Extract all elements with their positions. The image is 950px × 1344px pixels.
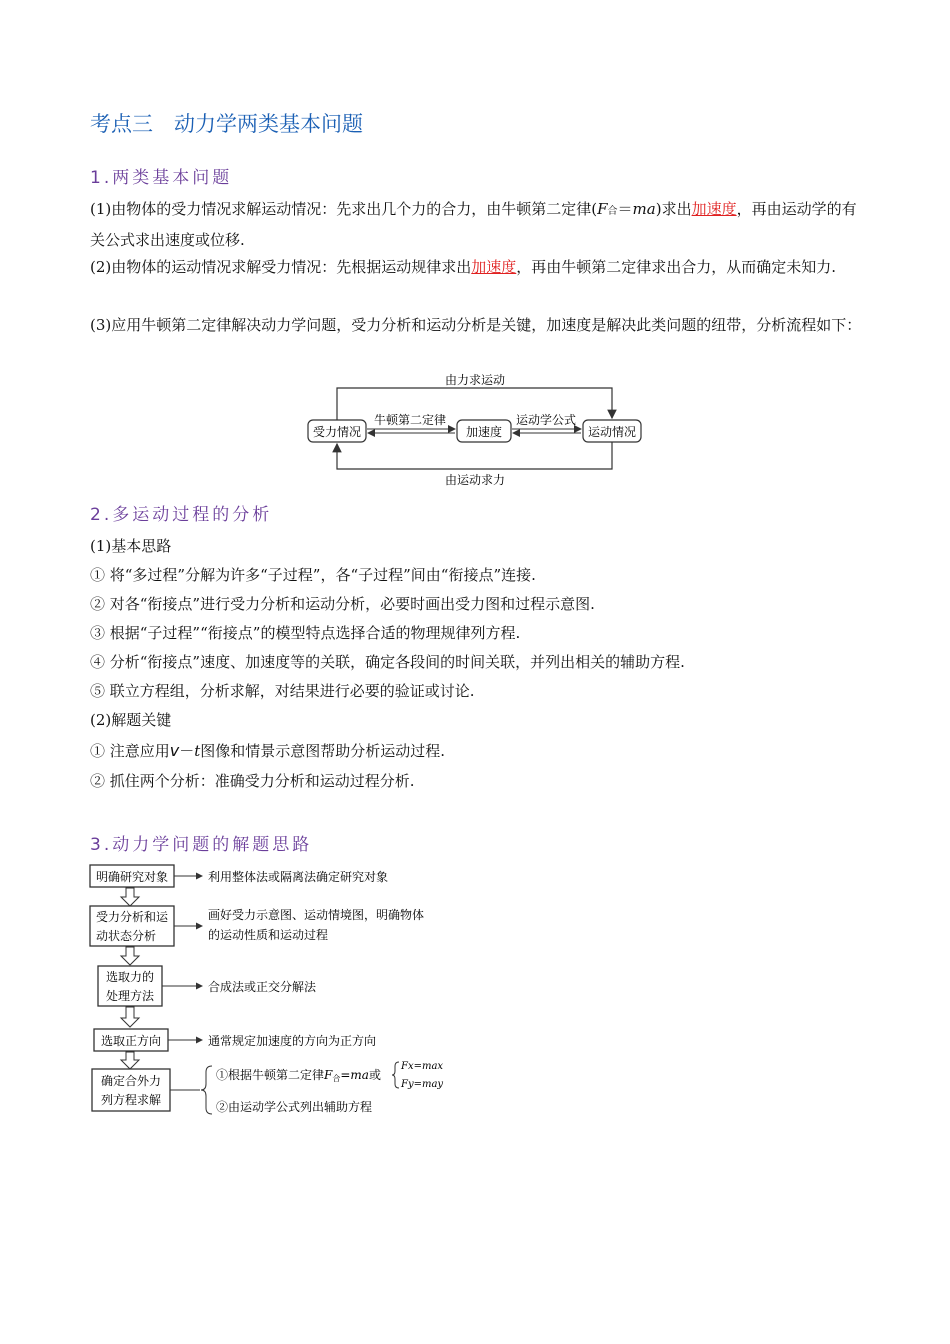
p1-ma: ma xyxy=(632,200,656,218)
step-box-3-line2: 处理方法 xyxy=(105,989,155,1003)
step-box-5-line1: 确定合外力 xyxy=(100,1074,162,1088)
component-brace xyxy=(392,1062,399,1088)
sec2-item-5: ⑤ 联立方程组，分析求解，对结果进行必要的验证或讨论. xyxy=(90,682,475,700)
flow-box-motion-label: 运动情况 xyxy=(587,425,637,439)
down-arrow-2 xyxy=(121,947,139,965)
section-heading-2: 2.多运动过程的分析 xyxy=(90,505,273,525)
flow-arrow1-label: 牛顿第二定律 xyxy=(373,413,447,427)
final-1-F: F xyxy=(324,1068,333,1082)
p2-text-b: ，再由牛顿第二定律求出合力，从而确定未知力. xyxy=(516,258,837,276)
flow-bottom-label: 由运动求力 xyxy=(444,473,506,487)
p1-text-a: (1)由物体的受力情况求解运动情况：先求出几个力的合力，由牛顿第二定律( xyxy=(90,200,598,218)
final-line-1 xyxy=(216,1067,381,1083)
sec2-item-2: ② 对各“衔接点”进行受力分析和运动分析，必要时画出受力图和过程示意图. xyxy=(90,595,595,613)
p1-force: F xyxy=(597,200,608,218)
step-note-2-line1: 画好受力示意图、运动情境图，明确物体 xyxy=(208,908,425,922)
flow-box-accel-label: 加速度 xyxy=(465,425,503,439)
sec2-item-3: ③ 根据“子过程”“衔接点”的模型特点选择合适的物理规律列方程. xyxy=(90,624,521,642)
step-5-brace xyxy=(201,1066,212,1114)
p2-highlight: 加速度 xyxy=(471,258,517,276)
down-arrow-3 xyxy=(121,1007,139,1027)
sec2-item-4: ④ 分析“衔接点”速度、加速度等的关联，确定各段间的时间关联，并列出相关的辅助方程. xyxy=(90,653,685,671)
sec2-sub1: (1)基本思路 xyxy=(90,537,172,555)
sec2-sub2: (2)解题关键 xyxy=(90,711,172,729)
paragraph-2 xyxy=(90,253,865,282)
final-1-sub: 合 xyxy=(332,1074,341,1083)
paragraph-3: (3)应用牛顿第二定律解决动力学问题，受力分析和运动分析是关键，加速度是解决此类问题的纽带，分析流程如下： xyxy=(90,316,862,334)
down-arrow-4 xyxy=(121,1052,139,1069)
p1-text-c: ，再由运动学的有关公式求出速度或位移. xyxy=(90,200,857,249)
final-1-or: 或 xyxy=(368,1068,381,1082)
p1-sub: 合 xyxy=(607,206,618,217)
flow-top-label: 由力求运动 xyxy=(444,373,506,387)
paragraph-1 xyxy=(90,195,865,255)
analysis-flow-diagram xyxy=(300,368,650,492)
solution-steps-diagram xyxy=(88,860,458,1125)
down-arrow-1 xyxy=(121,888,139,906)
step-box-1-label: 明确研究对象 xyxy=(95,870,169,884)
page-title: 考点三 动力学两类基本问题 xyxy=(90,112,363,136)
key1-text-b: 图像和情景示意图帮助分析运动过程. xyxy=(200,742,446,760)
step-note-1: 利用整体法或隔离法确定研究对象 xyxy=(208,870,389,884)
step-note-2-line2: 的运动性质和运动过程 xyxy=(208,928,329,942)
final-1-text: ①根据牛顿第二定律 xyxy=(216,1068,325,1082)
section-heading-3: 3.动力学问题的解题思路 xyxy=(90,835,313,855)
key1-v: v xyxy=(169,741,180,760)
final-1-eq: =ma xyxy=(340,1068,369,1082)
key1-dash: － xyxy=(179,742,195,760)
key1-text-a: ① 注意应用 xyxy=(90,742,170,760)
step-box-3-line1: 选取力的 xyxy=(105,970,155,984)
final-fy: Fy=may xyxy=(401,1079,444,1090)
p2-text-a: (2)由物体的运动情况求解受力情况：先根据运动规律求出 xyxy=(90,258,472,276)
p1-eq: ＝ xyxy=(617,200,633,218)
final-line-2: ②由运动学公式列出辅助方程 xyxy=(216,1100,373,1114)
step-box-2-line1: 受力分析和运 xyxy=(95,910,169,924)
step-box-5-line2: 列方程求解 xyxy=(100,1093,162,1107)
final-fx: Fx=max xyxy=(401,1061,444,1072)
key1-t: t xyxy=(194,742,201,760)
step-box-4-label: 选取正方向 xyxy=(100,1034,162,1048)
step-box-2-line2: 动状态分析 xyxy=(95,929,157,943)
sec2-item-1: ① 将“多过程”分解为许多“子过程”，各“子过程”间由“衔接点”连接. xyxy=(90,566,536,584)
sec2-key-2: ② 抓住两个分析：准确受力分析和运动过程分析. xyxy=(90,772,415,790)
sec2-key-1 xyxy=(90,736,445,766)
section-heading-1: 1.两类基本问题 xyxy=(90,168,233,188)
p1-text-b: )求出 xyxy=(655,200,692,218)
flow-arrow2-label: 运动学公式 xyxy=(515,413,577,427)
step-note-3: 合成法或正交分解法 xyxy=(208,980,317,994)
step-note-4: 通常规定加速度的方向为正方向 xyxy=(208,1034,377,1048)
flow-box-force-label: 受力情况 xyxy=(312,425,362,439)
p1-highlight: 加速度 xyxy=(691,200,737,218)
